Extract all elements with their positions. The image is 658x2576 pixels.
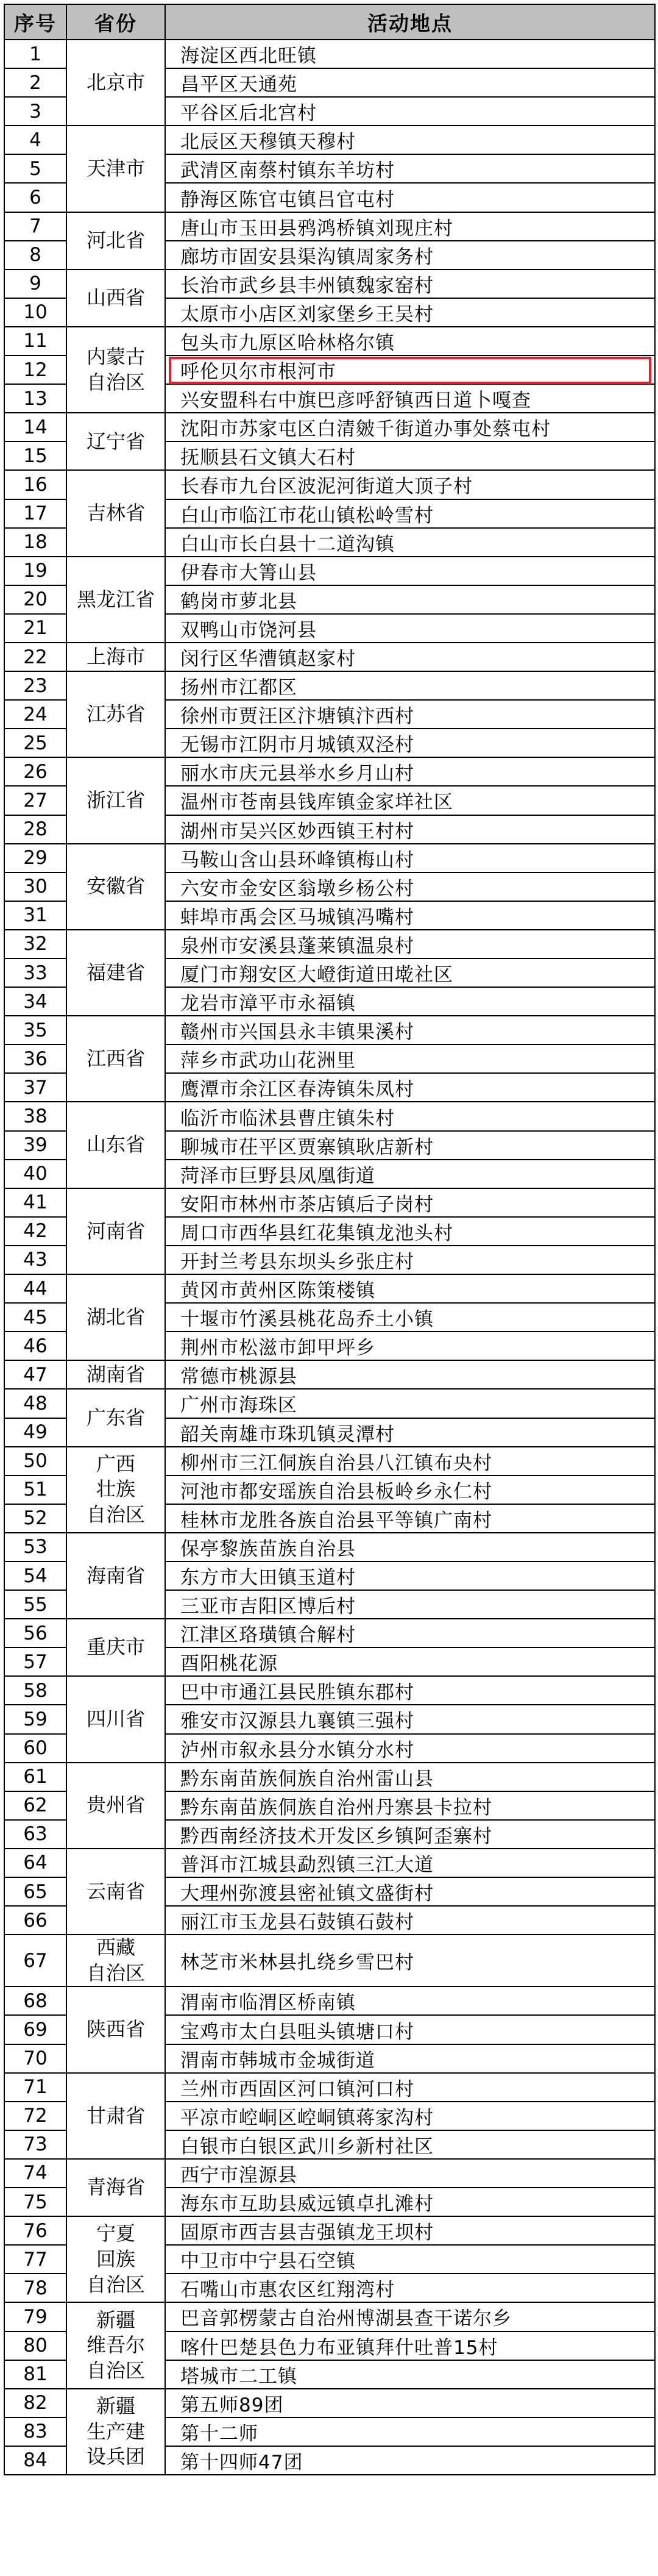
table-row [4,1360,655,1389]
province-cell: 云南省 [66,1849,165,1935]
location-cell: 呼伦贝尔市根河市 [165,355,655,384]
table-row [4,2389,655,2417]
province-cell: 江苏省 [66,671,165,757]
location-cell: 白山市长白县十二道沟镇 [165,528,655,557]
location-cell: 唐山市玉田县鸦鸿桥镇刘现庄村 [165,212,655,241]
province-cell: 重庆市 [66,1619,165,1676]
row-index: 1 [4,40,66,68]
table-row [4,1188,655,1217]
row-index: 23 [4,671,66,700]
province-cell: 四川省 [66,1676,165,1762]
location-cell: 雅安市汉源县九襄镇三强村 [165,1705,655,1733]
row-index: 29 [4,844,66,872]
location-cell: 沈阳市苏家屯区白清皴千街道办事处蔡屯村 [165,413,655,441]
row-index: 60 [4,1734,66,1763]
table-row [4,2216,655,2245]
table-row [4,557,655,585]
row-index: 19 [4,557,66,585]
location-cell: 廊坊市固安县渠沟镇周家务村 [165,241,655,269]
province-cell: 福建省 [66,930,165,1016]
province-cell: 西藏 自治区 [66,1935,165,1986]
location-cell: 泉州市安溪县蓬莱镇温泉村 [165,930,655,958]
row-index: 22 [4,643,66,671]
province-cell: 山西省 [66,269,165,327]
row-index: 24 [4,700,66,729]
row-index: 61 [4,1763,66,1791]
row-index: 66 [4,1906,66,1935]
location-cell: 马鞍山含山县环峰镇梅山村 [165,844,655,872]
row-index: 38 [4,1102,66,1130]
table-row [4,1274,655,1303]
province-cell: 湖北省 [66,1274,165,1360]
location-cell: 平凉市崆峒区崆峒镇蒋家沟村 [165,2102,655,2130]
table-row [4,2302,655,2331]
table-row [4,1849,655,1877]
row-index: 5 [4,154,66,183]
location-cell: 双鸭山市饶河县 [165,614,655,643]
location-cell: 十堰市竹溪县桃花岛乔土小镇 [165,1303,655,1332]
table-header-row [4,4,655,40]
location-cell: 丽江市玉龙县石鼓镇石鼓村 [165,1906,655,1935]
row-index: 69 [4,2015,66,2044]
row-index: 46 [4,1332,66,1360]
location-cell: 鹰潭市余江区春涛镇朱凤村 [165,1073,655,1102]
row-index: 84 [4,2446,66,2475]
row-index: 39 [4,1131,66,1160]
activity-locations-table [4,4,656,2475]
province-cell: 广东省 [66,1389,165,1446]
location-cell: 柳州市三江侗族自治县八江镇布央村 [165,1447,655,1475]
row-index: 16 [4,470,66,499]
province-cell: 新疆 维吾尔 自治区 [66,2302,165,2388]
location-cell: 开封兰考县东坝头乡张庄村 [165,1246,655,1274]
location-cell: 聊城市茌平区贾寨镇耿店新村 [165,1131,655,1160]
table-row [4,269,655,298]
location-cell: 安阳市林州市茶店镇后子岗村 [165,1188,655,1217]
row-index: 57 [4,1647,66,1676]
row-index: 43 [4,1246,66,1274]
location-cell: 北辰区天穆镇天穆村 [165,126,655,154]
location-cell: 第十二师 [165,2417,655,2446]
location-cell: 泸州市叙永县分水镇分水村 [165,1734,655,1763]
row-index: 63 [4,1820,66,1849]
table-row [4,1016,655,1044]
province-cell: 海南省 [66,1533,165,1619]
row-index: 21 [4,614,66,643]
row-index: 62 [4,1791,66,1820]
location-cell: 大理州弥渡县密祉镇文盛街村 [165,1877,655,1906]
row-index: 65 [4,1877,66,1906]
row-index: 78 [4,2274,66,2302]
location-cell: 兰州市西固区河口镇河口村 [165,2073,655,2102]
location-cell: 无锡市江阴市月城镇双泾村 [165,729,655,757]
row-index: 56 [4,1619,66,1647]
province-cell: 河北省 [66,212,165,269]
row-index: 10 [4,298,66,327]
location-cell: 菏泽市巨野县凤凰街道 [165,1160,655,1188]
location-cell: 荆州市松滋市卸甲坪乡 [165,1332,655,1360]
location-cell: 酉阳桃花源 [165,1647,655,1676]
row-index: 47 [4,1360,66,1389]
table-row [4,1676,655,1705]
location-cell: 六安市金安区翁墩乡杨公村 [165,872,655,901]
row-index: 81 [4,2360,66,2389]
location-cell: 塔城市二工镇 [165,2360,655,2389]
row-index: 58 [4,1676,66,1705]
province-cell: 陕西省 [66,1986,165,2072]
row-index: 3 [4,97,66,126]
row-index: 67 [4,1935,66,1986]
province-cell: 甘肃省 [66,2073,165,2159]
location-cell: 林芝市米林县扎绕乡雪巴村 [165,1935,655,1986]
row-index: 7 [4,212,66,241]
row-index: 11 [4,327,66,355]
location-cell: 白山市临江市花山镇松岭雪村 [165,499,655,528]
row-index: 36 [4,1044,66,1073]
row-index: 44 [4,1274,66,1303]
province-cell: 青海省 [66,2159,165,2216]
table-row [4,1533,655,1561]
row-index: 51 [4,1475,66,1504]
province-cell: 河南省 [66,1188,165,1274]
location-cell: 巴中市通江县民胜镇东郡村 [165,1676,655,1705]
row-index: 2 [4,68,66,97]
header-location: 活动地点 [165,4,655,40]
location-cell: 渭南市临渭区桥南镇 [165,1986,655,2015]
province-cell: 山东省 [66,1102,165,1188]
row-index: 76 [4,2216,66,2245]
row-index: 75 [4,2188,66,2216]
province-cell: 湖南省 [66,1360,165,1389]
row-index: 59 [4,1705,66,1733]
row-index: 37 [4,1073,66,1102]
province-cell: 浙江省 [66,757,165,843]
location-cell: 三亚市吉阳区博后村 [165,1590,655,1619]
row-index: 8 [4,241,66,269]
province-cell: 安徽省 [66,844,165,930]
location-cell: 闵行区华漕镇赵家村 [165,643,655,671]
row-index: 45 [4,1303,66,1332]
location-cell: 静海区陈官屯镇吕官屯村 [165,183,655,212]
header-province: 省份 [66,4,165,40]
row-index: 26 [4,757,66,786]
table-row [4,413,655,441]
table-row [4,930,655,958]
location-cell: 龙岩市漳平市永福镇 [165,987,655,1016]
province-cell: 天津市 [66,126,165,212]
location-cell: 固原市西吉县吉强镇龙王坝村 [165,2216,655,2245]
province-cell: 新疆 生产建 设兵团 [66,2389,165,2475]
province-cell: 辽宁省 [66,413,165,470]
table-row [4,1935,655,1986]
table-row [4,212,655,241]
row-index: 34 [4,987,66,1016]
table-body [4,40,655,2475]
header-index: 序号 [4,4,66,40]
row-index: 41 [4,1188,66,1217]
table-row [4,40,655,68]
location-cell: 海淀区西北旺镇 [165,40,655,68]
location-cell: 黔东南苗族侗族自治州丹寨县卡拉村 [165,1791,655,1820]
row-index: 31 [4,901,66,930]
row-index: 28 [4,815,66,844]
table-row [4,1986,655,2015]
row-index: 54 [4,1561,66,1590]
row-index: 17 [4,499,66,528]
province-cell: 内蒙古 自治区 [66,327,165,413]
row-index: 30 [4,872,66,901]
location-cell: 黔西南经济技术开发区乡镇阿歪寨村 [165,1820,655,1849]
location-cell: 太原市小店区刘家堡乡王吴村 [165,298,655,327]
location-cell: 白银市白银区武川乡新村社区 [165,2130,655,2159]
location-cell: 鹤岗市萝北县 [165,585,655,614]
row-index: 15 [4,441,66,470]
location-cell: 中卫市中宁县石空镇 [165,2245,655,2274]
table-row [4,2073,655,2102]
row-index: 72 [4,2102,66,2130]
location-cell: 周口市西华县红花集镇龙池头村 [165,1217,655,1246]
row-index: 12 [4,355,66,384]
province-cell: 广西 壮族 自治区 [66,1447,165,1533]
row-index: 79 [4,2302,66,2331]
row-index: 48 [4,1389,66,1418]
location-cell: 桂林市龙胜各族自治县平等镇广南村 [165,1504,655,1533]
row-index: 52 [4,1504,66,1533]
location-cell: 兴安盟科右中旗巴彦呼舒镇西日道卜嘎查 [165,384,655,413]
location-cell: 伊春市大箐山县 [165,557,655,585]
table-row [4,1619,655,1647]
row-index: 74 [4,2159,66,2188]
row-index: 80 [4,2332,66,2360]
table-row [4,671,655,700]
location-cell: 丽水市庆元县举水乡月山村 [165,757,655,786]
location-cell: 广州市海珠区 [165,1389,655,1418]
row-index: 70 [4,2044,66,2073]
location-cell: 江津区珞璜镇合解村 [165,1619,655,1647]
table-row [4,1447,655,1475]
row-index: 83 [4,2417,66,2446]
location-cell: 昌平区天通苑 [165,68,655,97]
row-index: 20 [4,585,66,614]
province-cell: 上海市 [66,643,165,671]
location-cell: 扬州市江都区 [165,671,655,700]
row-index: 82 [4,2389,66,2417]
location-cell: 临沂市临沭县曹庄镇朱村 [165,1102,655,1130]
province-cell: 江西省 [66,1016,165,1102]
location-cell: 湖州市吴兴区妙西镇王村村 [165,815,655,844]
location-cell: 徐州市贾汪区汴塘镇汴西村 [165,700,655,729]
table-row [4,1102,655,1130]
location-cell: 黔东南苗族侗族自治州雷山县 [165,1763,655,1791]
table-row [4,643,655,671]
location-cell: 温州市苍南县钱库镇金家垟社区 [165,786,655,815]
location-cell: 常德市桃源县 [165,1360,655,1389]
province-cell: 吉林省 [66,470,165,556]
table-row [4,1389,655,1418]
location-cell: 黄冈市黄州区陈策楼镇 [165,1274,655,1303]
row-index: 55 [4,1590,66,1619]
row-index: 14 [4,413,66,441]
location-cell: 海东市互助县威远镇卓扎滩村 [165,2188,655,2216]
location-cell: 包头市九原区哈林格尔镇 [165,327,655,355]
row-index: 53 [4,1533,66,1561]
location-cell: 厦门市翔安区大嶝街道田墘社区 [165,958,655,987]
table-row [4,2159,655,2188]
row-index: 49 [4,1418,66,1447]
location-cell: 武清区南蔡村镇东羊坊村 [165,154,655,183]
row-index: 50 [4,1447,66,1475]
location-cell: 蚌埠市禹会区马城镇冯嘴村 [165,901,655,930]
location-cell: 东方市大田镇玉道村 [165,1561,655,1590]
province-cell: 黑龙江省 [66,557,165,643]
row-index: 71 [4,2073,66,2102]
location-cell: 赣州市兴国县永丰镇果溪村 [165,1016,655,1044]
row-index: 13 [4,384,66,413]
row-index: 9 [4,269,66,298]
row-index: 4 [4,126,66,154]
province-cell: 贵州省 [66,1763,165,1849]
row-index: 32 [4,930,66,958]
row-index: 6 [4,183,66,212]
location-cell: 普洱市江城县勐烈镇三江大道 [165,1849,655,1877]
location-cell: 西宁市湟源县 [165,2159,655,2188]
location-cell: 宝鸡市太白县咀头镇塘口村 [165,2015,655,2044]
row-index: 18 [4,528,66,557]
location-cell: 河池市都安瑶族自治县板岭乡永仁村 [165,1475,655,1504]
province-cell: 北京市 [66,40,165,126]
location-cell: 巴音郭楞蒙古自治州博湖县查干诺尔乡 [165,2302,655,2331]
location-cell: 喀什巴楚县色力布亚镇拜什吐普15村 [165,2332,655,2360]
row-index: 64 [4,1849,66,1877]
row-index: 27 [4,786,66,815]
row-index: 77 [4,2245,66,2274]
location-cell: 抚顺县石文镇大石村 [165,441,655,470]
row-index: 40 [4,1160,66,1188]
province-cell: 宁夏 回族 自治区 [66,2216,165,2302]
table-row [4,757,655,786]
row-index: 35 [4,1016,66,1044]
table-row [4,844,655,872]
location-cell: 第五师89团 [165,2389,655,2417]
location-cell: 石嘴山市惠农区红翔湾村 [165,2274,655,2302]
location-cell: 保亭黎族苗族自治县 [165,1533,655,1561]
table-row [4,126,655,154]
table-row [4,1763,655,1791]
location-cell: 萍乡市武功山花洲里 [165,1044,655,1073]
location-cell: 平谷区后北宫村 [165,97,655,126]
table-row [4,470,655,499]
location-cell: 长治市武乡县丰州镇魏家窑村 [165,269,655,298]
location-cell: 渭南市韩城市金城街道 [165,2044,655,2073]
location-cell: 长春市九台区波泥河街道大顶子村 [165,470,655,499]
row-index: 73 [4,2130,66,2159]
row-index: 42 [4,1217,66,1246]
row-index: 25 [4,729,66,757]
location-cell: 韶关南雄市珠玑镇灵潭村 [165,1418,655,1447]
location-cell: 第十四师47团 [165,2446,655,2475]
row-index: 33 [4,958,66,987]
row-index: 68 [4,1986,66,2015]
table-row [4,327,655,355]
